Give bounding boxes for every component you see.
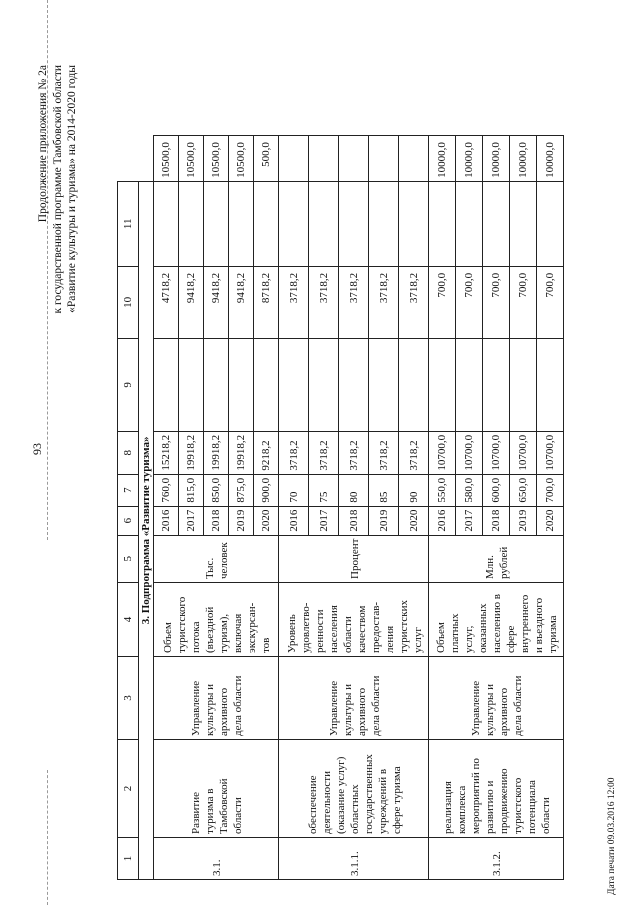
activity-name-cell-line: реализация <box>442 781 454 834</box>
table-row <box>429 129 456 880</box>
indicator-cell-line: включая <box>232 613 244 653</box>
extrabudget-funding-cell <box>399 136 429 182</box>
activity-name-cell-line: мероприятий по <box>470 758 482 834</box>
federal-funding-cell <box>537 338 564 431</box>
activity-name-cell <box>429 740 564 838</box>
year-cell: 2016 <box>279 506 309 535</box>
row-id-cell: 3.1.1. <box>279 838 429 880</box>
activity-name-cell <box>279 740 429 838</box>
right-margin <box>510 129 537 136</box>
executor-cell <box>154 657 279 740</box>
extrabudget-funding-cell: 10500,0 <box>229 136 254 182</box>
indicator-cell-line: Объем <box>435 622 447 653</box>
local-funding-cell <box>339 181 369 266</box>
activity-name-cell-line: деятельности <box>320 771 333 834</box>
year-cell: 2019 <box>510 506 537 535</box>
activity-name-cell-line: комплекса <box>456 785 468 834</box>
right-margin <box>179 129 204 136</box>
right-margin <box>254 129 279 136</box>
executor-cell <box>429 657 564 740</box>
target-value-cell: 600,0 <box>483 474 510 506</box>
regional-funding-cell: 3718,2 <box>369 266 399 338</box>
total-funding-cell: 15218,2 <box>154 431 179 474</box>
indicator-cell-line: оказанных <box>477 603 489 653</box>
target-value-cell: 70 <box>279 474 309 506</box>
appendix-header <box>36 65 80 345</box>
activity-name-cell-line: Тамбовской <box>218 778 230 834</box>
indicator-cell-line: туристских <box>397 600 410 653</box>
indicator-cell-line: туризм), <box>218 613 230 653</box>
extrabudget-funding-cell: 10000,0 <box>510 136 537 182</box>
right-margin <box>139 136 154 182</box>
total-funding-cell: 3718,2 <box>369 431 399 474</box>
extrabudget-funding-cell: 10000,0 <box>537 136 564 182</box>
local-funding-cell <box>179 181 204 266</box>
indicator-cell-line: области <box>341 616 354 653</box>
column-number-cell: 3 <box>118 657 139 740</box>
local-funding-cell <box>279 181 309 266</box>
executor-cell-line: архивного <box>498 687 510 736</box>
target-value-cell: 815,0 <box>179 474 204 506</box>
right-margin <box>369 129 399 136</box>
year-cell: 2016 <box>154 506 179 535</box>
appendix-header-line: Продолжение приложения № 2а <box>37 65 49 223</box>
table-row <box>154 129 179 880</box>
unit-cell-line: человек <box>218 542 230 579</box>
executor-cell-line: культуры и <box>341 684 354 736</box>
indicator-cell-line: услуг <box>411 627 424 653</box>
program-table <box>117 128 564 880</box>
regional-funding-cell: 700,0 <box>510 266 537 338</box>
activity-name-cell <box>154 740 279 838</box>
activity-name-cell-line: государственных <box>362 754 375 834</box>
indicator-cell-line: Объем <box>162 622 174 653</box>
executor-cell-line: Управление <box>327 680 340 736</box>
total-funding-cell: 19918,2 <box>204 431 229 474</box>
regional-funding-cell: 8718,2 <box>254 266 279 338</box>
row-id-cell: 3.1. <box>154 838 279 880</box>
unit-cell-line: Млн. <box>484 555 496 579</box>
indicator-cell-line: (въездной <box>204 606 216 653</box>
executor-cell-line: дела области <box>512 675 524 736</box>
right-margin <box>537 129 564 136</box>
indicator-cell-line: экскурсан- <box>246 602 258 653</box>
total-funding-cell: 10700,0 <box>483 431 510 474</box>
local-funding-cell <box>229 181 254 266</box>
total-funding-cell: 19918,2 <box>179 431 204 474</box>
total-funding-cell: 3718,2 <box>399 431 429 474</box>
column-number-row <box>118 129 139 880</box>
activity-name-cell-line: (оказание услуг) <box>334 756 347 834</box>
regional-funding-cell: 3718,2 <box>339 266 369 338</box>
activity-name-cell-line: области <box>232 797 244 834</box>
row-id-cell: 3.1.2. <box>429 838 564 880</box>
regional-funding-cell: 3718,2 <box>309 266 339 338</box>
year-cell: 2019 <box>229 506 254 535</box>
right-margin <box>339 129 369 136</box>
print-date: Дата печати 09.03.2016 12:00 <box>607 777 617 895</box>
appendix-header-line: к государственной программе Тамбовской области <box>51 65 64 314</box>
column-number-cell: 2 <box>118 740 139 838</box>
local-funding-cell <box>254 181 279 266</box>
activity-name-cell-line: учреждений в <box>376 768 389 834</box>
federal-funding-cell <box>179 338 204 431</box>
indicator-cell <box>429 583 564 657</box>
target-value-cell: 700,0 <box>537 474 564 506</box>
activity-name-cell-line: продвижению <box>498 768 510 834</box>
regional-funding-cell: 700,0 <box>429 266 456 338</box>
activity-name-cell-line: областных <box>348 784 361 834</box>
indicator-cell-line: внутреннего <box>519 594 531 653</box>
extrabudget-funding-cell: 10500,0 <box>179 136 204 182</box>
activity-name-cell-line: обеспечение <box>306 775 319 834</box>
target-value-cell: 850,0 <box>204 474 229 506</box>
executor-cell-line: культуры и <box>204 684 216 736</box>
year-cell: 2017 <box>456 506 483 535</box>
regional-funding-cell: 3718,2 <box>279 266 309 338</box>
executor-cell-line: дела области <box>369 675 382 736</box>
extrabudget-funding-cell: 10000,0 <box>483 136 510 182</box>
target-value-cell: 75 <box>309 474 339 506</box>
column-number-cell: 5 <box>118 535 139 582</box>
appendix-header-line: «Развитие культуры и туризма» на 2014-2020 годы <box>66 65 78 313</box>
regional-funding-cell: 9418,2 <box>204 266 229 338</box>
extrabudget-funding-cell: 500,0 <box>254 136 279 182</box>
right-margin <box>456 129 483 136</box>
local-funding-cell <box>399 181 429 266</box>
indicator-cell <box>154 583 279 657</box>
federal-funding-cell <box>399 338 429 431</box>
regional-funding-cell: 3718,2 <box>399 266 429 338</box>
indicator-cell-line: удовлетво- <box>299 602 312 653</box>
regional-funding-cell: 9418,2 <box>229 266 254 338</box>
extrabudget-funding-cell: 10000,0 <box>456 136 483 182</box>
local-funding-cell <box>483 181 510 266</box>
local-funding-cell <box>456 181 483 266</box>
page-number: 93 <box>30 443 44 455</box>
target-value-cell: 580,0 <box>456 474 483 506</box>
column-number-cell: 11 <box>118 181 139 266</box>
indicator-cell-line: услуг, <box>463 625 475 653</box>
year-cell: 2018 <box>483 506 510 535</box>
regional-funding-cell: 700,0 <box>483 266 510 338</box>
total-funding-cell: 3718,2 <box>339 431 369 474</box>
indicator-cell-line: ренности <box>313 609 326 653</box>
column-number-cell: 9 <box>118 338 139 431</box>
activity-name-cell-line: туризма в <box>204 788 216 834</box>
year-cell: 2016 <box>429 506 456 535</box>
extrabudget-funding-cell <box>339 136 369 182</box>
total-funding-cell: 3718,2 <box>279 431 309 474</box>
indicator-cell-line: платных <box>449 613 461 653</box>
extrabudget-funding-cell <box>369 136 399 182</box>
regional-funding-cell: 700,0 <box>537 266 564 338</box>
indicator-cell-line: туризма <box>547 615 559 653</box>
section-title-row <box>139 129 154 880</box>
year-cell: 2018 <box>339 506 369 535</box>
executor-cell-line: архивного <box>218 687 230 736</box>
total-funding-cell: 10700,0 <box>456 431 483 474</box>
executor-cell-line: архивного <box>355 687 368 736</box>
federal-funding-cell <box>369 338 399 431</box>
executor-cell-line: культуры и <box>484 684 496 736</box>
right-margin <box>429 129 456 136</box>
federal-funding-cell <box>429 338 456 431</box>
activity-name-cell-line: развитию и <box>484 780 496 834</box>
federal-funding-cell <box>204 338 229 431</box>
indicator-cell-line: населению в <box>491 594 503 653</box>
indicator-cell-line: предостав- <box>369 601 382 653</box>
indicator-cell-line: Уровень <box>285 614 298 653</box>
unit-cell <box>154 535 279 582</box>
unit-cell-line: рублей <box>498 546 510 579</box>
right-margin <box>279 129 309 136</box>
year-cell: 2020 <box>399 506 429 535</box>
federal-funding-cell <box>229 338 254 431</box>
indicator-cell-line: населения <box>327 605 340 653</box>
section-title: 3. Подпрограмма «Развитие туризма» <box>139 181 154 879</box>
target-value-cell: 80 <box>339 474 369 506</box>
total-funding-cell: 19918,2 <box>229 431 254 474</box>
right-margin <box>204 129 229 136</box>
year-cell: 2017 <box>309 506 339 535</box>
column-number-cell: 4 <box>118 583 139 657</box>
extrabudget-funding-cell <box>279 136 309 182</box>
year-cell: 2019 <box>369 506 399 535</box>
right-margin <box>229 129 254 136</box>
federal-funding-cell <box>254 338 279 431</box>
executor-cell-line: Управление <box>470 680 482 736</box>
dashed-divider-left <box>47 770 48 905</box>
indicator-cell-line: и въездного <box>533 597 545 653</box>
indicator-cell-line: сфере <box>505 625 517 653</box>
right-margin <box>483 129 510 136</box>
unit-cell <box>279 535 429 582</box>
regional-funding-cell: 4718,2 <box>154 266 179 338</box>
federal-funding-cell <box>154 338 179 431</box>
federal-funding-cell <box>510 338 537 431</box>
executor-cell-line: Управление <box>190 680 202 736</box>
unit-cell <box>429 535 564 582</box>
executor-cell <box>279 657 429 740</box>
activity-name-cell-line: области <box>540 797 552 834</box>
total-funding-cell: 9218,2 <box>254 431 279 474</box>
year-cell: 2018 <box>204 506 229 535</box>
indicator-cell-line: потока <box>190 621 202 653</box>
indicator-cell-line: туристского <box>176 596 188 653</box>
right-margin <box>154 129 179 136</box>
federal-funding-cell <box>456 338 483 431</box>
activity-name-cell-line: Развитие <box>190 791 202 834</box>
local-funding-cell <box>429 181 456 266</box>
executor-cell-line: дела области <box>232 675 244 736</box>
indicator-cell-line: ления <box>383 625 396 653</box>
regional-funding-cell: 9418,2 <box>179 266 204 338</box>
local-funding-cell <box>510 181 537 266</box>
extrabudget-funding-cell: 10000,0 <box>429 136 456 182</box>
activity-name-cell-line: потенциала <box>526 780 538 834</box>
right-margin <box>118 136 139 182</box>
extrabudget-funding-cell <box>309 136 339 182</box>
right-margin <box>399 129 429 136</box>
target-value-cell: 760,0 <box>154 474 179 506</box>
indicator-cell-line: качеством <box>355 605 368 653</box>
activity-name-cell-line: сфере туризма <box>390 766 403 834</box>
year-cell: 2017 <box>179 506 204 535</box>
right-margin <box>309 129 339 136</box>
indicator-cell <box>279 583 429 657</box>
regional-funding-cell: 700,0 <box>456 266 483 338</box>
unit-cell-line: Процент <box>348 538 361 579</box>
extrabudget-funding-cell: 10500,0 <box>154 136 179 182</box>
total-funding-cell: 10700,0 <box>429 431 456 474</box>
local-funding-cell <box>309 181 339 266</box>
local-funding-cell <box>369 181 399 266</box>
activity-name-cell-line: туристского <box>512 777 524 834</box>
federal-funding-cell <box>279 338 309 431</box>
indicator-cell-line: тов <box>260 637 272 653</box>
total-funding-cell: 10700,0 <box>537 431 564 474</box>
column-number-cell: 1 <box>118 838 139 880</box>
year-cell: 2020 <box>537 506 564 535</box>
local-funding-cell <box>154 181 179 266</box>
unit-cell-line: Тыс. <box>204 557 216 579</box>
target-value-cell: 90 <box>399 474 429 506</box>
federal-funding-cell <box>483 338 510 431</box>
federal-funding-cell <box>309 338 339 431</box>
target-value-cell: 650,0 <box>510 474 537 506</box>
target-value-cell: 85 <box>369 474 399 506</box>
year-cell: 2020 <box>254 506 279 535</box>
column-number-cell: 7 <box>118 474 139 506</box>
local-funding-cell <box>537 181 564 266</box>
column-number-cell: 8 <box>118 431 139 474</box>
target-value-cell: 550,0 <box>429 474 456 506</box>
local-funding-cell <box>204 181 229 266</box>
column-number-cell: 10 <box>118 266 139 338</box>
total-funding-cell: 3718,2 <box>309 431 339 474</box>
target-value-cell: 875,0 <box>229 474 254 506</box>
column-number-cell: 6 <box>118 506 139 535</box>
target-value-cell: 900,0 <box>254 474 279 506</box>
table-row <box>279 129 309 880</box>
federal-funding-cell <box>339 338 369 431</box>
total-funding-cell: 10700,0 <box>510 431 537 474</box>
extrabudget-funding-cell: 10500,0 <box>204 136 229 182</box>
